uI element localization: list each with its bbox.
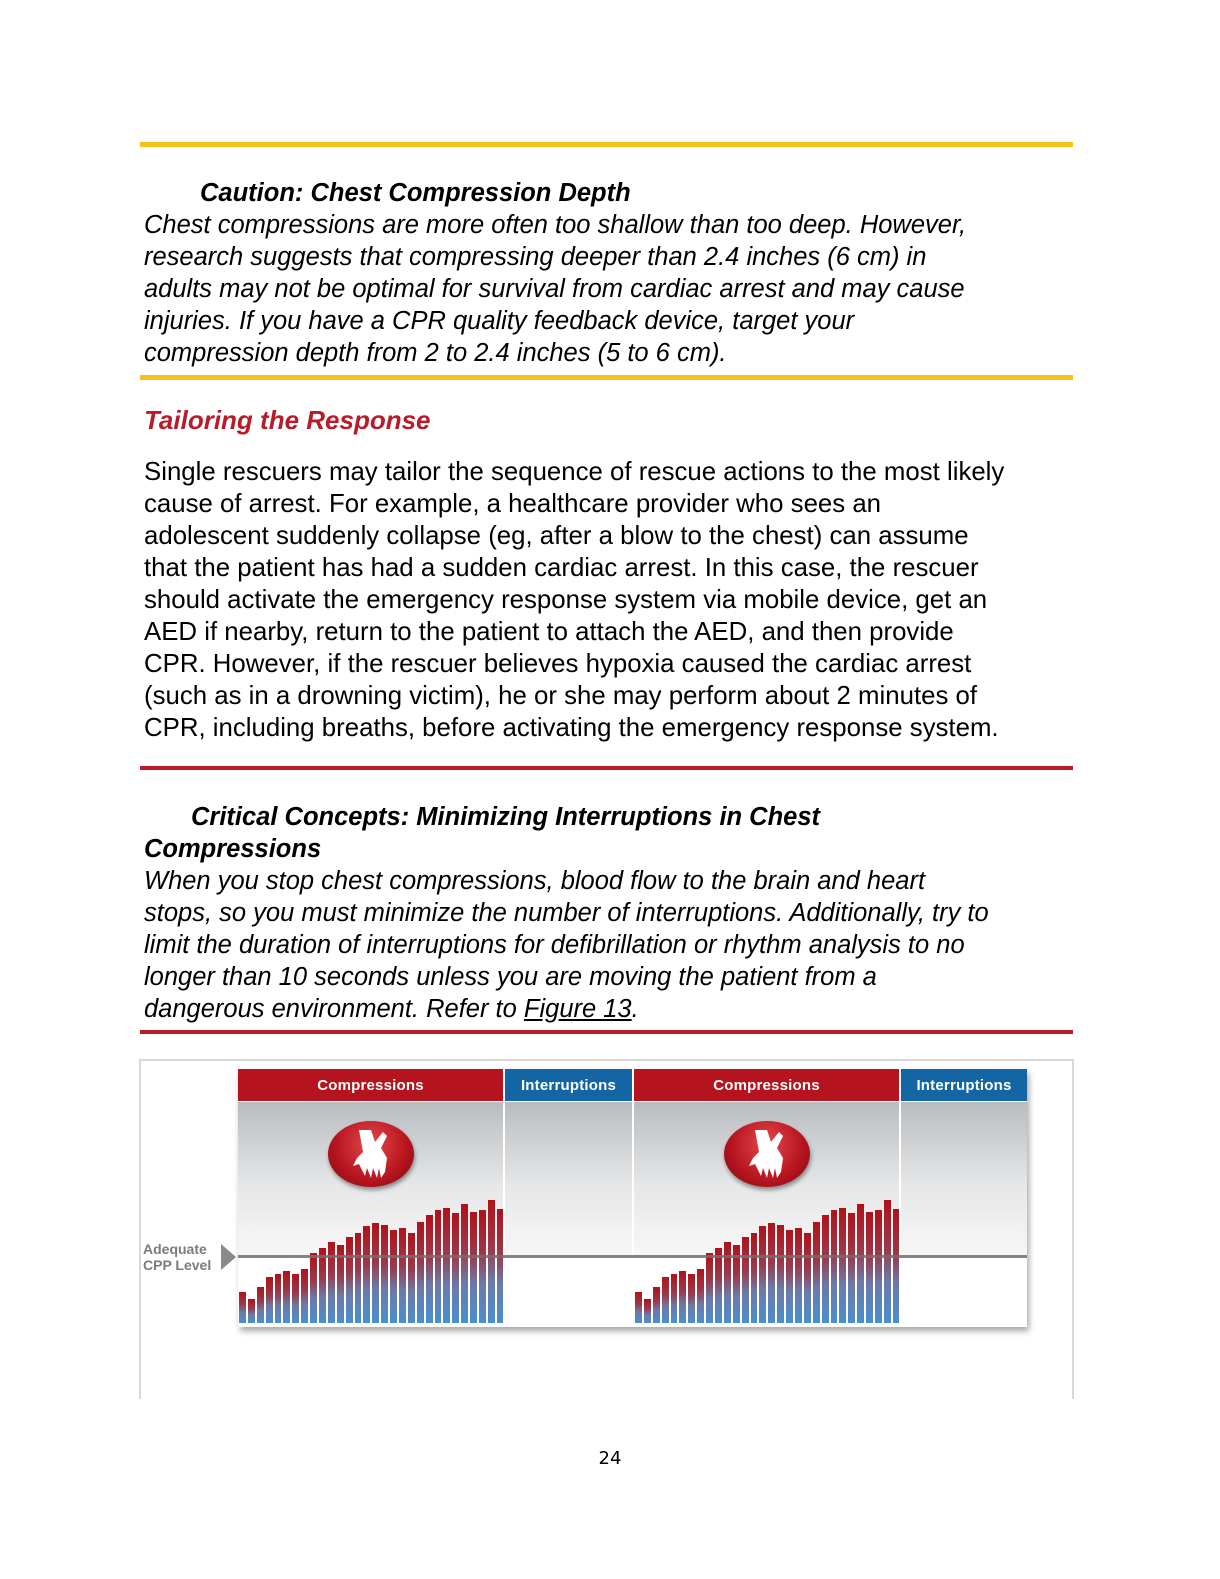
critical-line: When you stop chest compressions, blood flow to the brain and heart xyxy=(144,867,926,895)
cpp-bar xyxy=(346,1237,353,1323)
cpp-bar xyxy=(751,1233,758,1323)
cpp-bar xyxy=(435,1210,442,1323)
cpp-bar xyxy=(875,1210,882,1323)
cpp-bar xyxy=(813,1222,820,1323)
body-line: (such as in a drowning victim), he or she may perform about 2 minutes of xyxy=(144,682,978,710)
critical-bottom-rule xyxy=(140,1030,1073,1034)
critical-title-line1: Critical Concepts: Minimizing Interruptions in Chest xyxy=(191,803,821,831)
panel-background xyxy=(901,1102,1027,1255)
cpp-bar xyxy=(653,1287,660,1323)
cpp-bar xyxy=(644,1299,651,1323)
cpp-bar xyxy=(786,1230,793,1323)
cpp-bar xyxy=(777,1225,784,1323)
cpp-bar xyxy=(706,1253,713,1323)
cpp-bar xyxy=(635,1292,642,1323)
panel-header: Compressions xyxy=(238,1069,503,1101)
caution-title: Caution: Chest Compression Depth xyxy=(200,179,631,207)
panel-compressions-2 xyxy=(634,1069,899,1327)
adequate-cpp-line xyxy=(238,1255,1027,1258)
cpp-bar xyxy=(671,1274,678,1323)
cpp-bar xyxy=(742,1237,749,1323)
caution-line: compression depth from 2 to 2.4 inches (5 to 6 cm). xyxy=(144,339,727,367)
panel-background xyxy=(505,1102,632,1255)
cpp-bar xyxy=(470,1212,477,1323)
body-line: cause of arrest. For example, a healthcare provider who sees an xyxy=(144,490,882,518)
critical-last-prefix: dangerous environment. Refer to xyxy=(144,995,524,1023)
cpp-bar xyxy=(257,1287,264,1323)
body-line: CPR. However, if the rescuer believes hypoxia caused the cardiac arrest xyxy=(144,650,972,678)
caution-top-rule xyxy=(140,142,1073,147)
cpp-bar xyxy=(715,1248,722,1323)
cpp-chart xyxy=(238,1069,1027,1327)
caution-line: adults may not be optimal for survival from cardiac arrest and may cause xyxy=(144,275,965,303)
cpp-bar xyxy=(417,1222,424,1323)
cpp-arrow-icon xyxy=(221,1244,236,1270)
section-heading: Tailoring the Response xyxy=(144,405,431,435)
compression-bars xyxy=(239,1173,504,1323)
panel-header: Interruptions xyxy=(901,1069,1027,1101)
cpp-bar xyxy=(697,1269,704,1323)
cpp-bar xyxy=(443,1208,450,1323)
cpp-bar xyxy=(408,1233,415,1323)
cpp-bar xyxy=(461,1204,468,1323)
caution-line: injuries. If you have a CPR quality feedback device, target your xyxy=(144,307,855,335)
body-line: AED if nearby, return to the patient to attach the AED, and then provide xyxy=(144,618,954,646)
cpp-bar xyxy=(248,1299,255,1323)
critical-line: longer than 10 seconds unless you are moving the patient from a xyxy=(144,963,877,991)
cpp-bar xyxy=(857,1204,864,1323)
section-body xyxy=(144,456,1084,744)
cpp-bar xyxy=(426,1215,433,1323)
compression-bars xyxy=(635,1173,900,1323)
cpp-bar xyxy=(804,1233,811,1323)
body-line: adolescent suddenly collapse (eg, after a blow to the chest) can assume xyxy=(144,522,969,550)
critical-line: limit the duration of interruptions for defibrillation or rhythm analysis to no xyxy=(144,931,965,959)
body-line: Single rescuers may tailor the sequence of rescue actions to the most likely xyxy=(144,458,1005,486)
cpp-bar xyxy=(266,1277,273,1323)
cpp-label-line1: Adequate xyxy=(143,1241,207,1257)
cpp-bar xyxy=(839,1208,846,1323)
cpp-bar xyxy=(275,1274,282,1323)
cpp-bar xyxy=(662,1277,669,1323)
cpp-bar xyxy=(381,1225,388,1323)
panel-header: Compressions xyxy=(634,1069,899,1101)
cpp-bar xyxy=(884,1200,891,1323)
panel-interruptions-2 xyxy=(901,1069,1027,1327)
cpp-bar xyxy=(301,1269,308,1323)
cpp-bar xyxy=(488,1200,495,1323)
figure-13-link[interactable]: Figure 13 xyxy=(523,995,632,1023)
cpp-bar xyxy=(319,1248,326,1323)
cpp-bar xyxy=(355,1233,362,1323)
cpp-bar xyxy=(363,1226,370,1323)
cpp-bar xyxy=(283,1271,290,1323)
cpp-bar xyxy=(479,1210,486,1323)
body-line: that the patient has had a sudden cardiac arrest. In this case, the rescuer xyxy=(144,554,979,582)
critical-top-rule xyxy=(140,766,1073,770)
cpp-bar xyxy=(452,1213,459,1323)
critical-line: stops, so you must minimize the number of interruptions. Additionally, try to xyxy=(144,899,989,927)
cpp-bar xyxy=(372,1223,379,1323)
body-line: CPR, including breaths, before activating the emergency response system. xyxy=(144,714,999,742)
caution-body xyxy=(144,209,1084,369)
cpp-bar xyxy=(795,1228,802,1323)
cpp-bar xyxy=(679,1271,686,1323)
cpp-bar xyxy=(831,1210,838,1323)
cpp-level-label xyxy=(143,1241,211,1273)
cpp-bar xyxy=(310,1253,317,1323)
critical-last-suffix: . xyxy=(631,995,639,1023)
cpp-bar xyxy=(768,1223,775,1323)
page-number: 24 xyxy=(598,1448,622,1469)
cpp-bar xyxy=(822,1215,829,1323)
panel-interruptions-1 xyxy=(505,1069,632,1327)
cpp-bar xyxy=(848,1213,855,1323)
panel-header: Interruptions xyxy=(505,1069,632,1101)
body-line: should activate the emergency response system via mobile device, get an xyxy=(144,586,988,614)
cpp-bar xyxy=(688,1274,695,1323)
panel-compressions-1 xyxy=(238,1069,503,1327)
caution-line: Chest compressions are more often too shallow than too deep. However, xyxy=(144,211,967,239)
cpp-bar xyxy=(399,1228,406,1323)
critical-body xyxy=(144,865,1084,1025)
cpp-label-line2: CPP Level xyxy=(143,1257,212,1273)
critical-line xyxy=(144,993,1084,1025)
caution-bottom-rule xyxy=(140,375,1073,380)
caution-line: research suggests that compressing deeper than 2.4 inches (6 cm) in xyxy=(144,243,927,271)
cpp-bar xyxy=(292,1274,299,1323)
cpp-bar xyxy=(759,1226,766,1323)
cpp-bar xyxy=(866,1212,873,1323)
cpp-bar xyxy=(390,1230,397,1323)
critical-title-line2: Compressions xyxy=(144,835,322,863)
cpp-bar xyxy=(239,1292,246,1323)
